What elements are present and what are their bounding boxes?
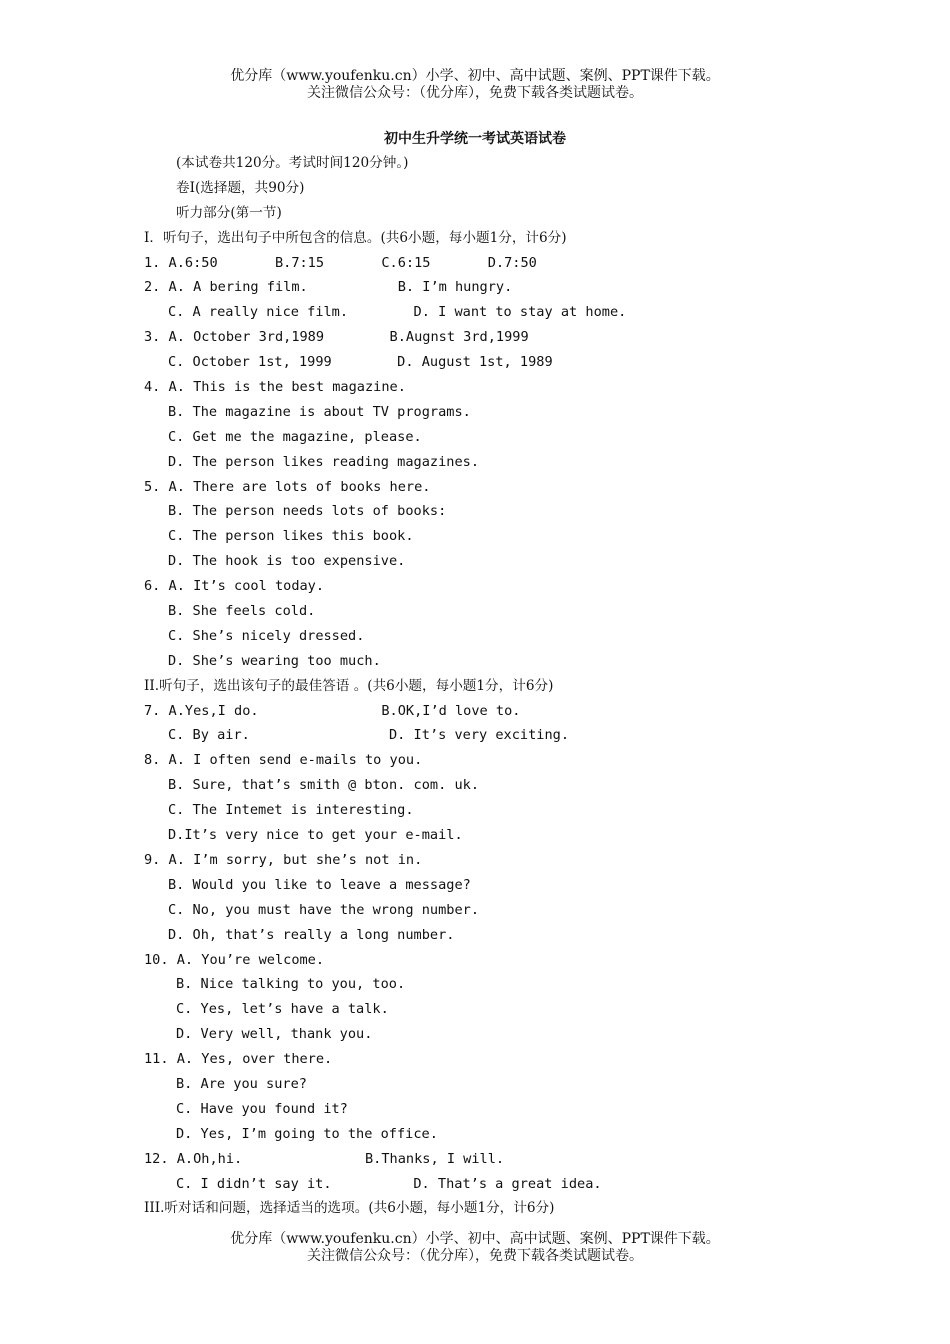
listening-heading: 听力部分(第一节) bbox=[176, 204, 282, 221]
paper-one-heading: 卷Ⅰ(选择题，共90分) bbox=[176, 179, 305, 196]
question-11-option-d: D. Yes, I’m going to the office. bbox=[176, 1125, 438, 1142]
question-9-option-a: 9. A. I’m sorry, but she’s not in. bbox=[144, 851, 423, 868]
question-10-option-c: C. Yes, let’s have a talk. bbox=[176, 1001, 389, 1018]
page-header bbox=[0, 68, 950, 102]
question-4-option-c: C. Get me the magazine, please. bbox=[168, 428, 422, 445]
question-10-option-d: D. Very well, thank you. bbox=[176, 1026, 373, 1043]
question-4-option-b: B. The magazine is about TV programs. bbox=[168, 403, 471, 420]
question-5-option-b: B. The person needs lots of books: bbox=[168, 503, 447, 520]
question-9-option-d: D. Oh, that’s really a long number. bbox=[168, 926, 455, 943]
question-8-option-c: C. The Intemet is interesting. bbox=[168, 802, 414, 819]
exam-note: (本试卷共120分。考试时间120分钟。) bbox=[176, 155, 409, 171]
question-12-line-1: 12. A.Oh,hi. B.Thanks, I will. bbox=[144, 1150, 505, 1167]
question-11-option-a: 11. A. Yes, over there. bbox=[144, 1051, 333, 1068]
question-6-option-c: C. She’s nicely dressed. bbox=[168, 627, 365, 644]
question-7-line-1: 7. A.Yes,I do. B.OK,I’d love to. bbox=[144, 702, 521, 719]
footer-line-2: 关注微信公众号：（优分库），免费下载各类试题试卷。 bbox=[307, 1248, 643, 1264]
question-6-option-b: B. She feels cold. bbox=[168, 603, 316, 620]
footer-line-1: 优分库（www.youfenku.cn）小学、初中、高中试题、案例、PPT课件下载。 bbox=[230, 1231, 720, 1247]
question-5-option-c: C. The person likes this book. bbox=[168, 528, 414, 545]
question-12-line-2: C. I didn’t say it. D. That’s a great idea. bbox=[176, 1175, 602, 1192]
question-1: 1. A.6:50 B.7:15 C.6:15 D.7:50 bbox=[144, 254, 537, 271]
question-5-option-d: D. The hook is too expensive. bbox=[168, 553, 406, 570]
section-3-heading: III.听对话和问题，选择适当的选项。(共6小题，每小题1分，计6分) bbox=[144, 1200, 555, 1217]
question-10-option-b: B. Nice talking to you, too. bbox=[176, 976, 406, 993]
question-2-line-1: 2. A. A bering film. B. I’m hungry. bbox=[144, 279, 513, 296]
question-8-option-b: B. Sure, that’s smith @ bton. com. uk. bbox=[168, 777, 479, 794]
question-8-option-d: D.It’s very nice to get your e-mail. bbox=[168, 827, 463, 844]
question-3-line-1: 3. A. October 3rd,1989 B.Augnst 3rd,1999 bbox=[144, 329, 529, 346]
question-7-line-2: C. By air. D. It’s very exciting. bbox=[168, 727, 570, 744]
question-9-option-c: C. No, you must have the wrong number. bbox=[168, 901, 479, 918]
question-11-option-b: B. Are you sure? bbox=[176, 1075, 307, 1092]
exam-body bbox=[144, 151, 924, 1221]
question-5-option-a: 5. A. There are lots of books here. bbox=[144, 478, 431, 495]
question-10-option-a: 10. A. You’re welcome. bbox=[144, 951, 325, 968]
document-title: 初中生升学统一考试英语试卷 bbox=[384, 131, 566, 147]
question-3-line-2: C. October 1st, 1999 D. August 1st, 1989 bbox=[168, 354, 553, 371]
page-footer bbox=[0, 1231, 950, 1265]
question-8-option-a: 8. A. I often send e-mails to you. bbox=[144, 752, 423, 769]
section-1-heading: I．听句子，选出句子中所包含的信息。(共6小题，每小题1分，计6分) bbox=[144, 229, 567, 246]
question-6-option-a: 6. A. It’s cool today. bbox=[144, 578, 325, 595]
question-4-option-a: 4. A. This is the best magazine. bbox=[144, 379, 406, 396]
question-4-option-d: D. The person likes reading magazines. bbox=[168, 453, 479, 470]
question-6-option-d: D. She’s wearing too much. bbox=[168, 652, 381, 669]
question-11-option-c: C. Have you found it? bbox=[176, 1100, 348, 1117]
section-2-heading: II.听句子，选出该句子的最佳答语 。(共6小题，每小题1分，计6分) bbox=[144, 677, 554, 694]
header-line-1: 优分库（www.youfenku.cn）小学、初中、高中试题、案例、PPT课件下载。 bbox=[230, 68, 720, 84]
question-9-option-b: B. Would you like to leave a message? bbox=[168, 876, 471, 893]
question-2-line-2: C. A really nice film. D. I want to stay at home. bbox=[168, 304, 627, 321]
header-line-2: 关注微信公众号：（优分库），免费下载各类试题试卷。 bbox=[307, 85, 643, 101]
